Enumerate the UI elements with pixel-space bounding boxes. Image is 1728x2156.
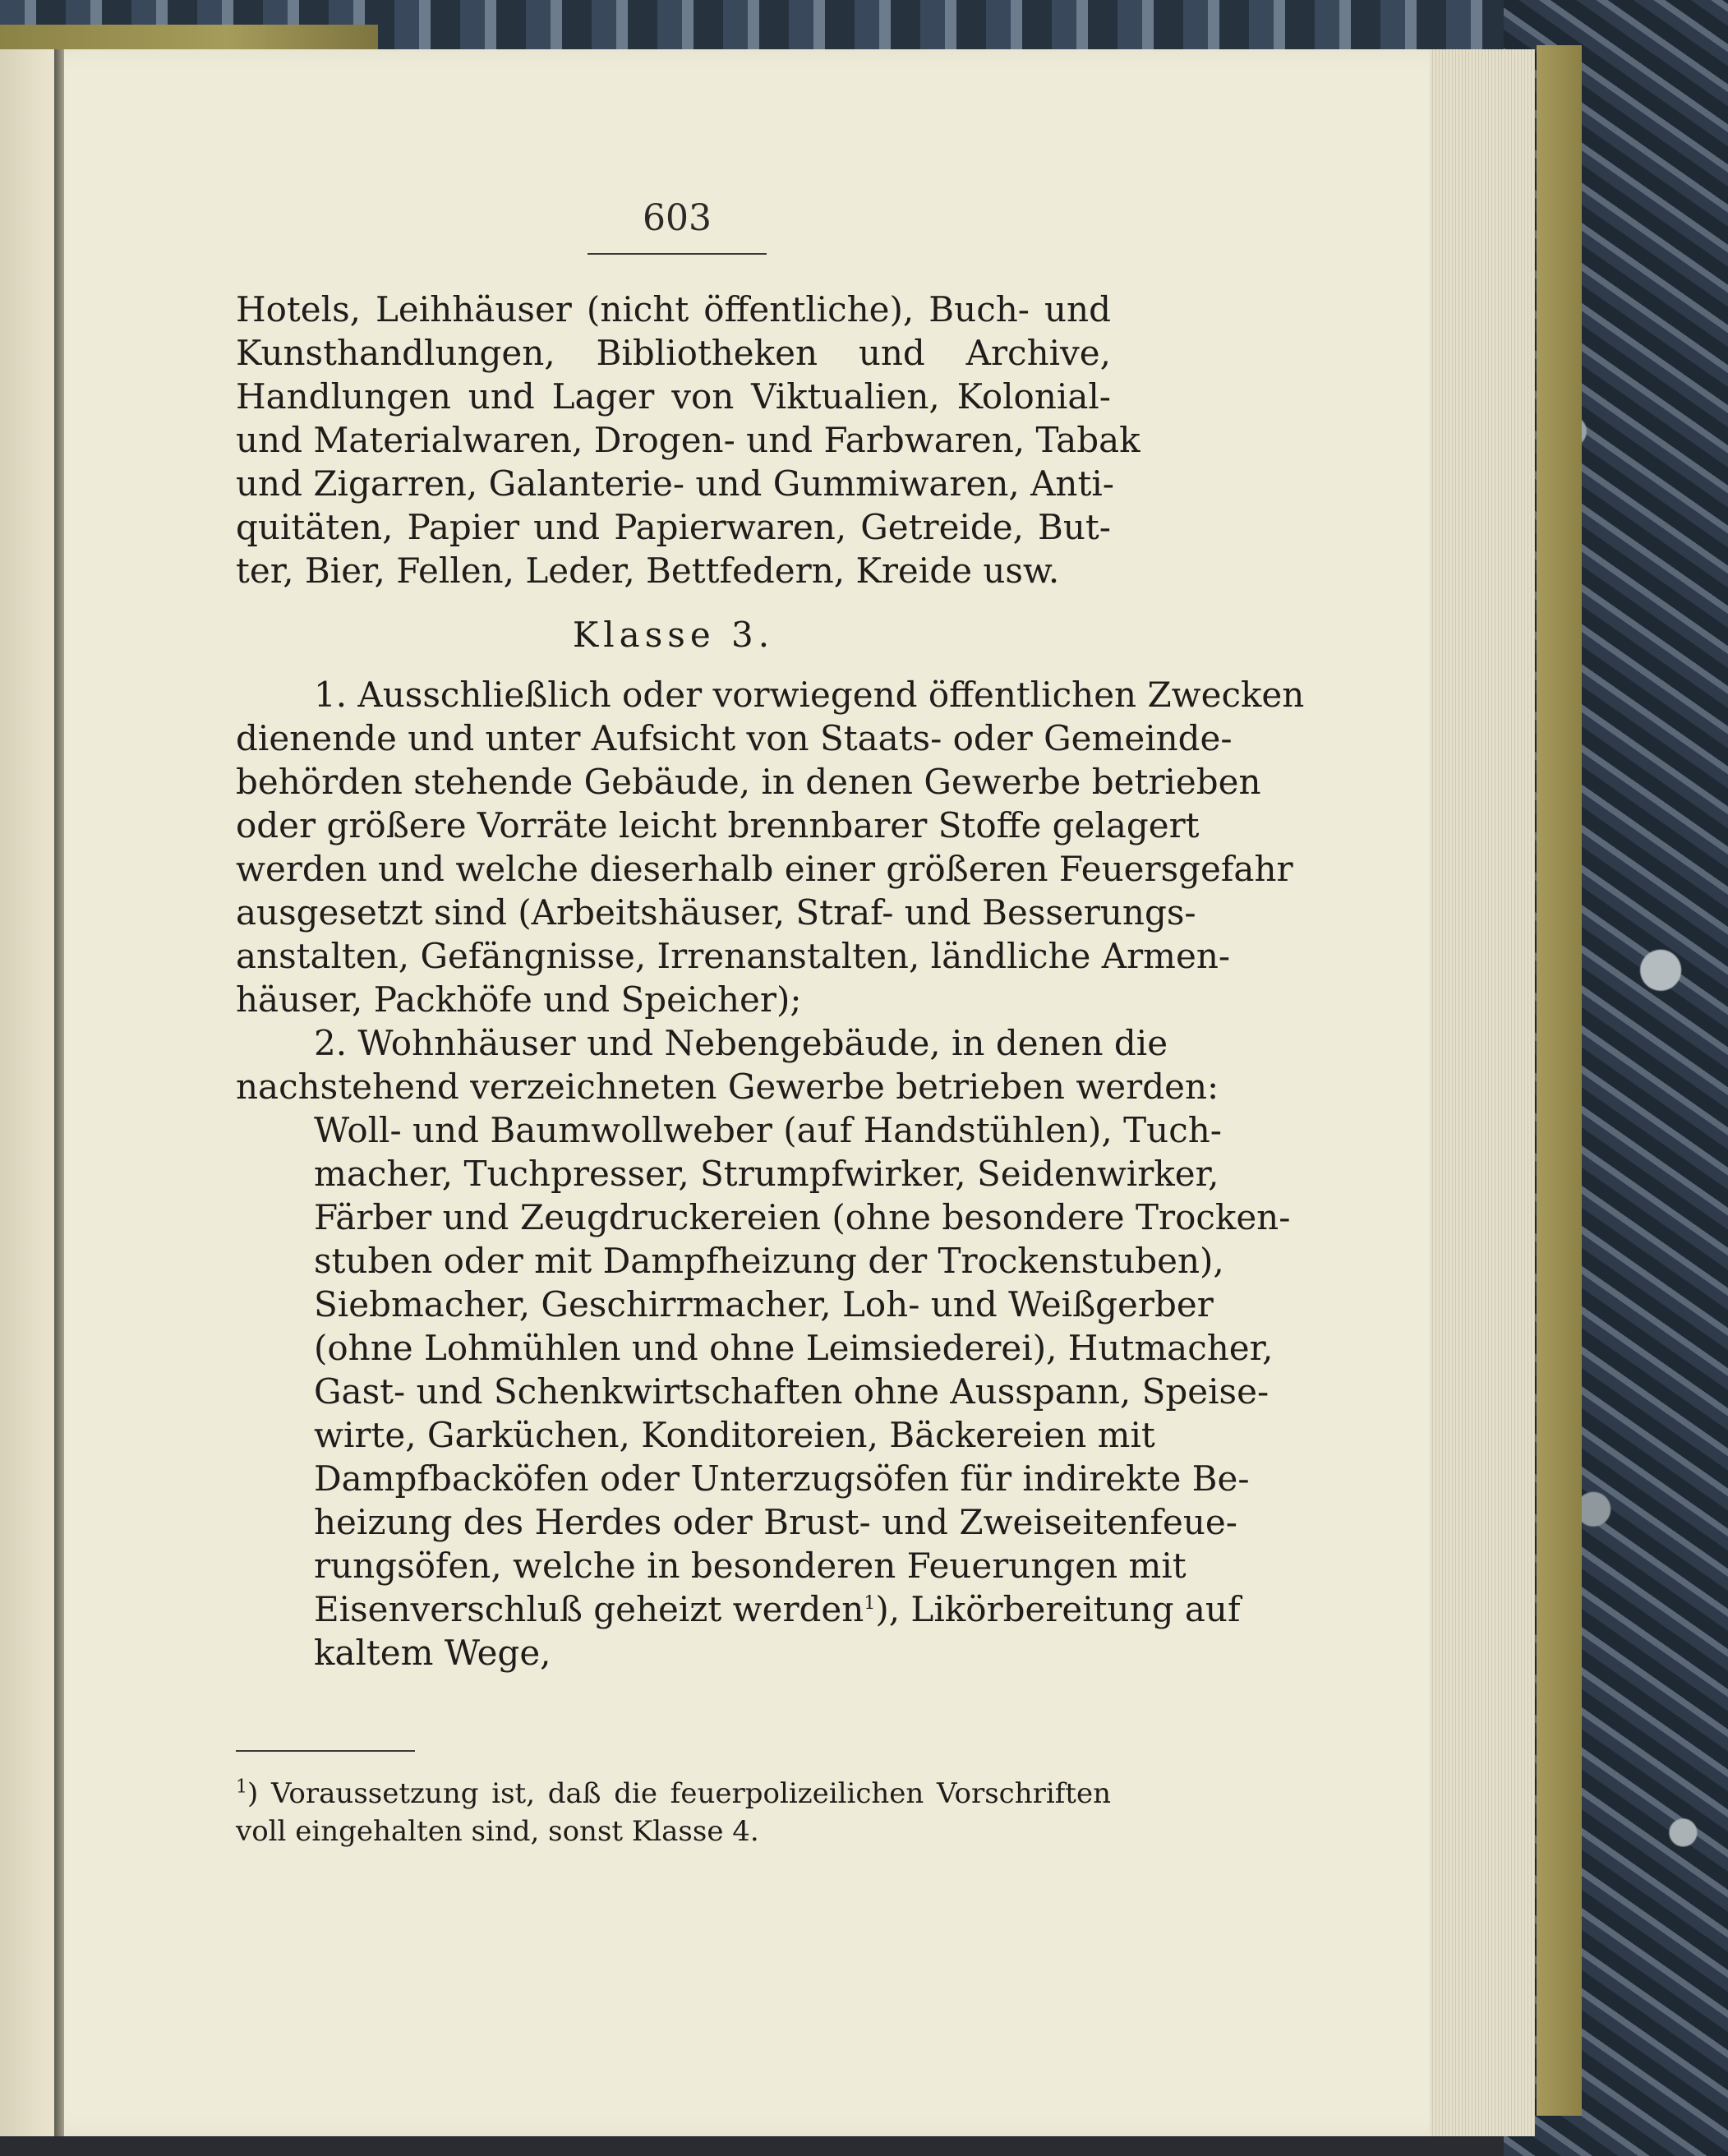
footnote-line xyxy=(236,1775,1111,1813)
line-text: ), Likörbereitung auf xyxy=(875,1589,1241,1629)
item2-line: nachstehend verzeichneten Gewerbe betrieben werden: xyxy=(236,1066,1219,1107)
page-fore-edge xyxy=(1430,49,1535,2136)
body-line: und Materialwaren, Drogen- und Farbwaren, Tabak xyxy=(236,420,1140,460)
item2-list-line: Färber und Zeugdruckereien (ohne besondere Trocken- xyxy=(314,1197,1291,1237)
item2-line: 2. Wohnhäuser und Nebengebäude, in denen die xyxy=(314,1023,1168,1063)
book-board-edge xyxy=(1537,45,1582,2116)
item2-list-line: (ohne Lohmühlen und ohne Leimsiederei), Hutmacher, xyxy=(314,1328,1274,1368)
header-rule xyxy=(588,253,767,255)
body-line: Handlungen und Lager von Viktualien, Kolonial- xyxy=(236,376,1111,417)
item1-line: dienende und unter Aufsicht von Staats- oder Gemeinde- xyxy=(236,718,1233,758)
body-line: und Zigarren, Galanterie- und Gummiwaren, Anti- xyxy=(236,463,1114,504)
item2-list-line: Gast- und Schenkwirtschaften ohne Ausspann, Speise- xyxy=(314,1371,1270,1412)
previous-page-sliver xyxy=(0,49,56,2136)
footnote-line: voll eingehalten sind, sonst Klasse 4. xyxy=(236,1815,759,1848)
item2-list-line: heizung des Herdes oder Brust- und Zweiseitenfeue- xyxy=(314,1502,1237,1542)
item2-list-line: macher, Tuchpresser, Strumpfwirker, Seidenwirker, xyxy=(314,1154,1219,1194)
item1-line: 1. Ausschließlich oder vorwiegend öffentlichen Zwecken xyxy=(314,675,1305,715)
body-line: ter, Bier, Fellen, Leder, Bettfedern, Kreide usw. xyxy=(236,551,1060,591)
page-body xyxy=(236,288,1305,1675)
item2-list-line: kaltem Wege, xyxy=(314,1633,551,1673)
footnote-rule xyxy=(236,1750,415,1752)
body-line: Hotels, Leihhäuser (nicht öffentliche), Buch- und xyxy=(236,289,1111,329)
footnote-marker: 1 xyxy=(236,1776,247,1798)
page-number: 603 xyxy=(643,197,712,239)
section-heading: Klasse 3. xyxy=(572,615,775,655)
item1-line: häuser, Packhöfe und Speicher); xyxy=(236,979,802,1020)
item1-line: werden und welche dieserhalb einer größeren Feuersgefahr xyxy=(236,849,1293,889)
item1-line: ausgesetzt sind (Arbeitshäuser, Straf- und Besserungs- xyxy=(236,892,1196,933)
item1-line: behörden stehende Gebäude, in denen Gewerbe betrieben xyxy=(236,762,1261,802)
item2-list-line: Siebmacher, Geschirrmacher, Loh- und Weißgerber xyxy=(314,1284,1214,1324)
line-text: Eisenverschluß geheizt werden xyxy=(314,1589,864,1629)
footnote-reference: 1 xyxy=(864,1593,876,1614)
footnotes xyxy=(236,1775,1111,1850)
item2-list-line: rungsöfen, welche in besonderen Feuerungen mit xyxy=(314,1546,1187,1586)
item2-list-line: Woll- und Baumwollweber (auf Handstühlen), Tuch- xyxy=(314,1110,1222,1150)
body-line: Kunsthandlungen, Bibliotheken und Archive, xyxy=(236,333,1111,373)
body-line: quitäten, Papier und Papierwaren, Getreide, But- xyxy=(236,507,1111,547)
item2-footnoted-line xyxy=(236,1587,1241,1631)
item2-list-line: stuben oder mit Dampfheizung der Trockenstuben), xyxy=(314,1241,1224,1281)
item2-list-line: Dampfbacköfen oder Unterzugsöfen für indirekte Be- xyxy=(314,1458,1250,1499)
item2-list-line: wirte, Garküchen, Konditoreien, Bäckereien mit xyxy=(314,1415,1155,1455)
item1-line: anstalten, Gefängnisse, Irrenanstalten, ländliche Armen- xyxy=(236,936,1231,976)
footnote-text: ) Voraussetzung ist, daß die feuerpolizeilichen Vorschriften xyxy=(247,1777,1111,1810)
item1-line: oder größere Vorräte leicht brennbarer Stoffe gelagert xyxy=(236,805,1200,845)
